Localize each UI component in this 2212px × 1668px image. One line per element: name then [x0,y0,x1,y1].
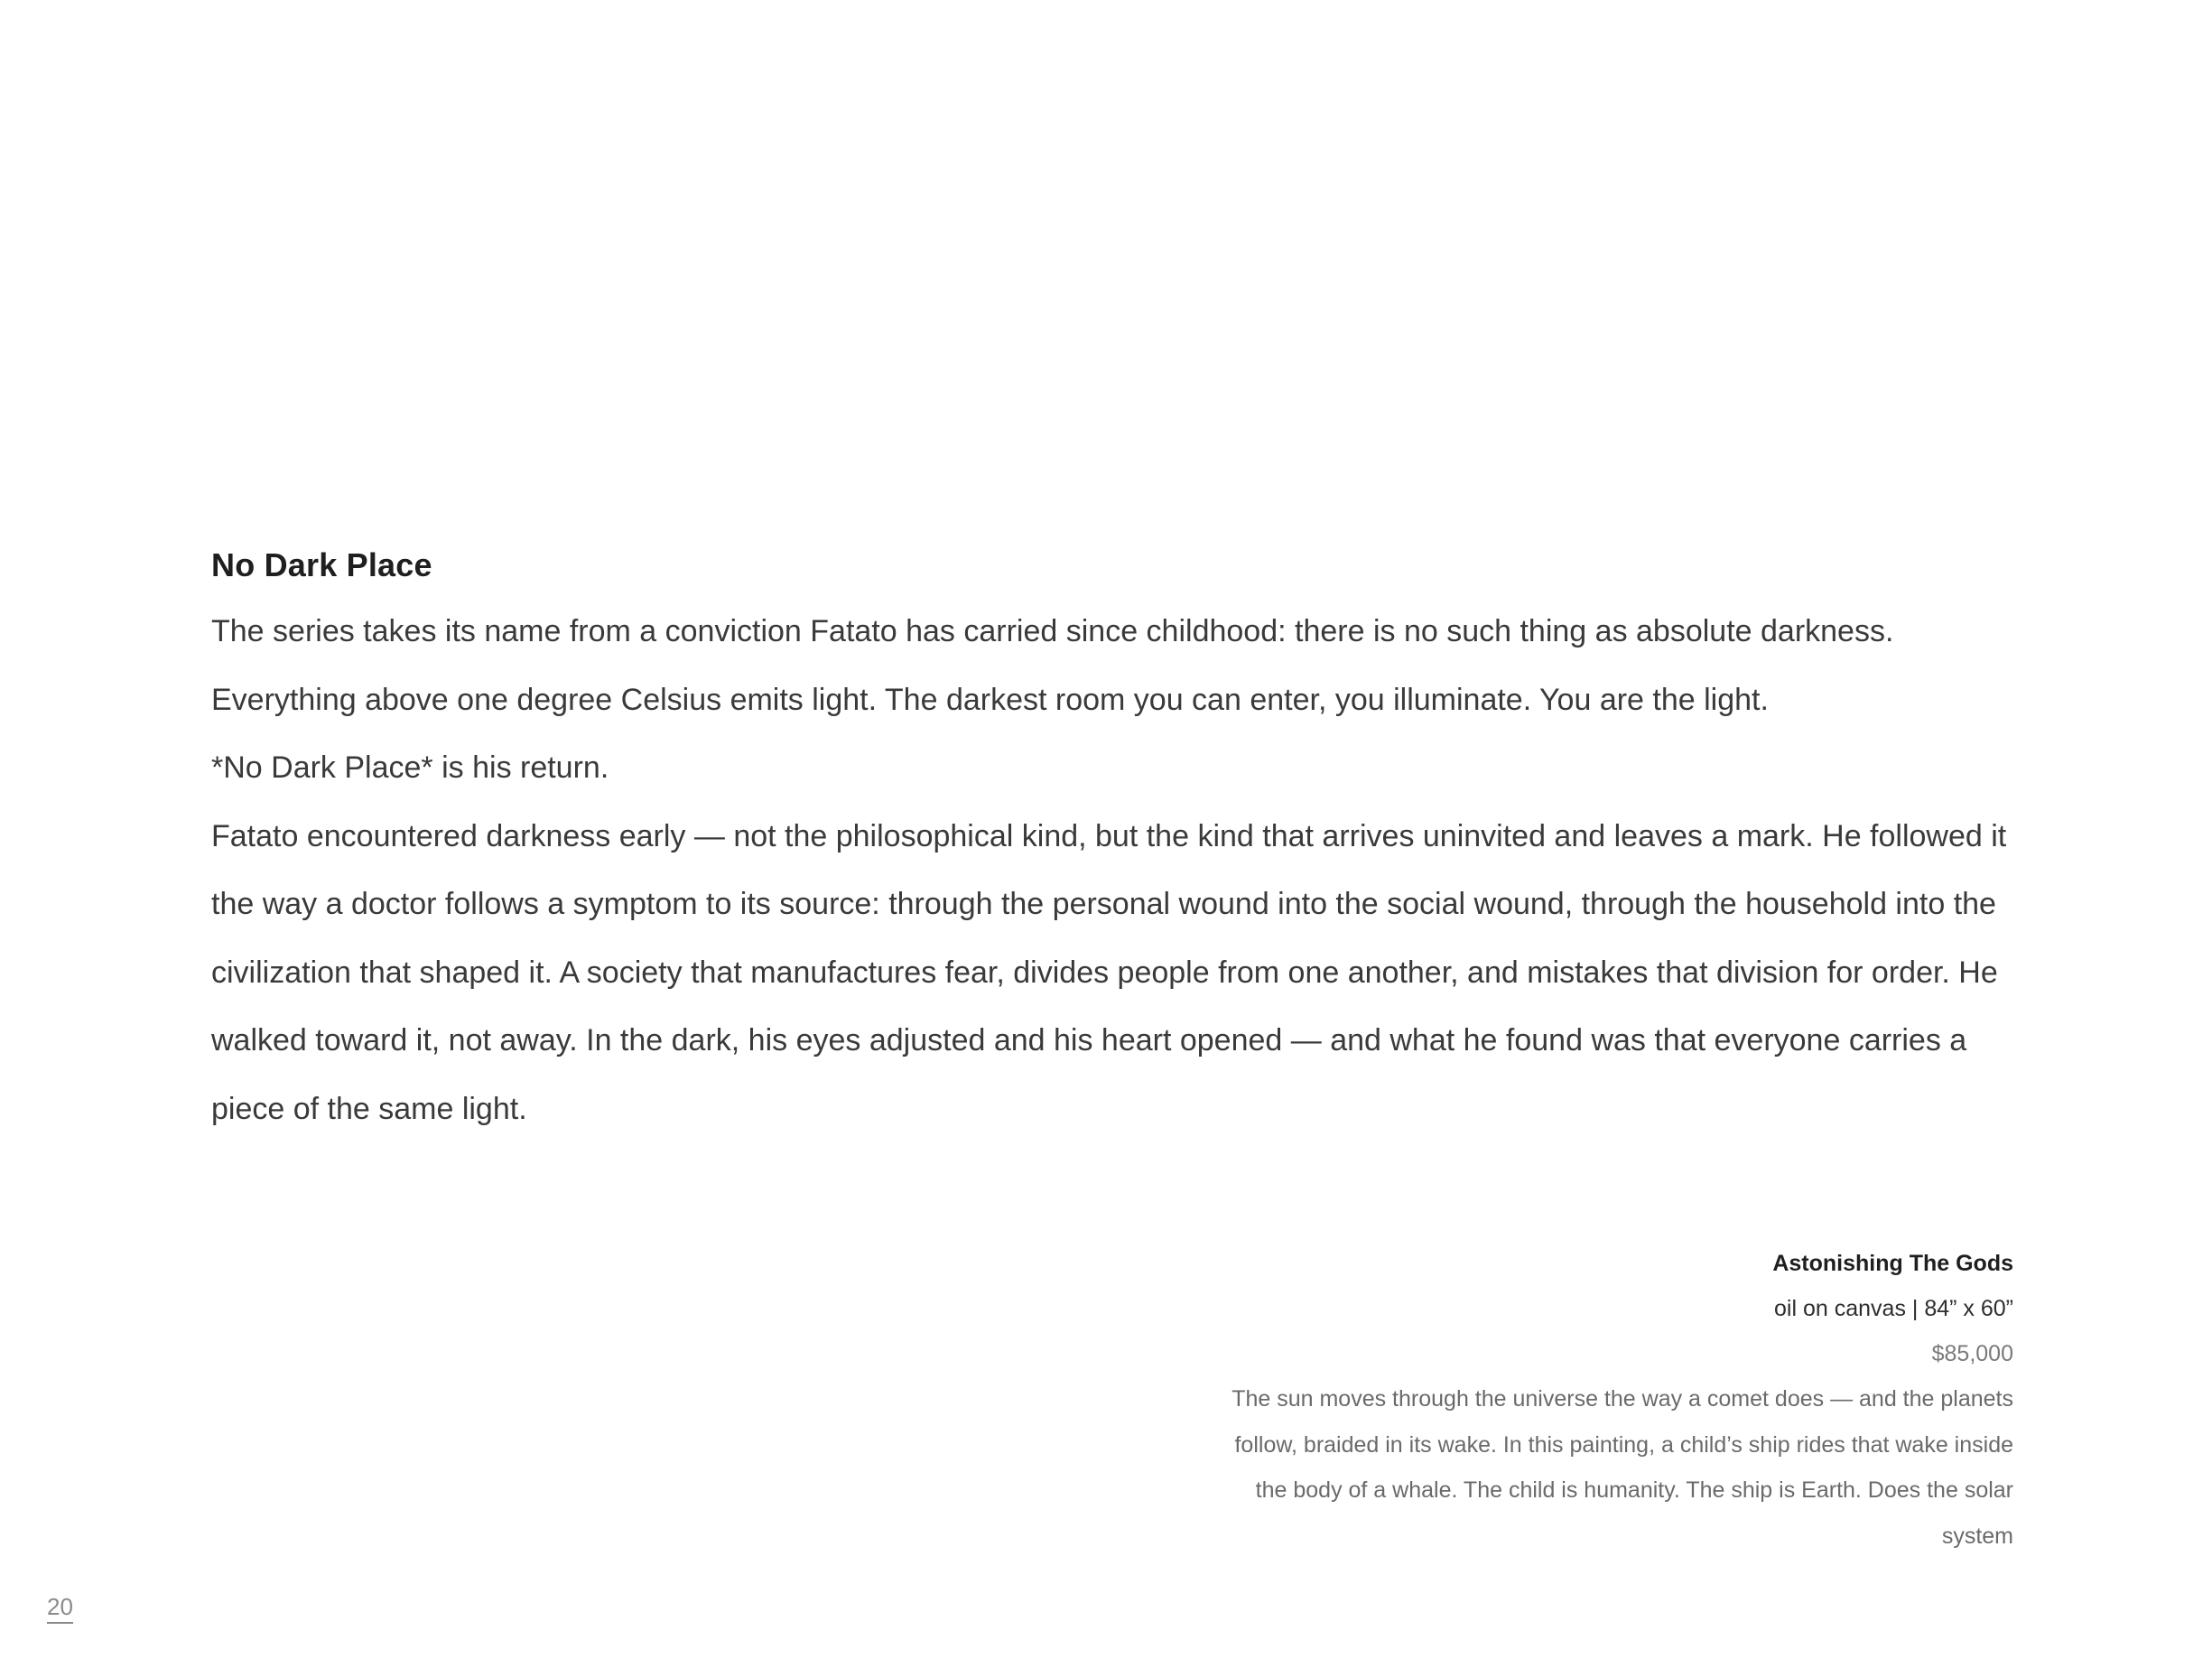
paragraph-darkness: Fatato encountered darkness early — not the philosophical kind, but the kind that arrives uninvited and leaves a mark. He followed it the way a doctor follows a symptom to its source: through the personal wound into the social wound, through the household into the civilization that shaped it. A society that manufactures fear, divides people from one another, and mistakes that division for order. He walked toward it, not away. In the dark, his eyes adjusted and his heart opened — and what he found was that everyone carries a piece of the same light. [211,818,2007,1126]
artwork-medium: oil on canvas | 84” x 60” [1774,1296,2013,1321]
paragraph-light: Everything above one degree Celsius emits light. The darkest room you can enter, you illuminate. You are the light. [211,682,1769,717]
essay-section [211,533,2035,1143]
artwork-price: $85,000 [1931,1341,2013,1366]
paragraph-intro: The series takes its name from a conviction Fatato has carried since childhood: there is no such thing as absolute darkness. [211,614,1894,648]
paragraph-return: *No Dark Place* is his return. [211,750,609,785]
artwork-description: The sun moves through the universe the way a comet does — and the planets follow, braided in its wake. In this painting, a child’s ship rides that wake inside the body of a whale. The child is humanity. The ship is Earth. Does the solar system [1231,1386,2013,1549]
page-number: 20 [47,1593,73,1624]
section-title: No Dark Place [211,546,432,583]
artwork-title: Astonishing The Gods [1772,1251,2013,1276]
artwork-caption [1201,1241,2013,1559]
